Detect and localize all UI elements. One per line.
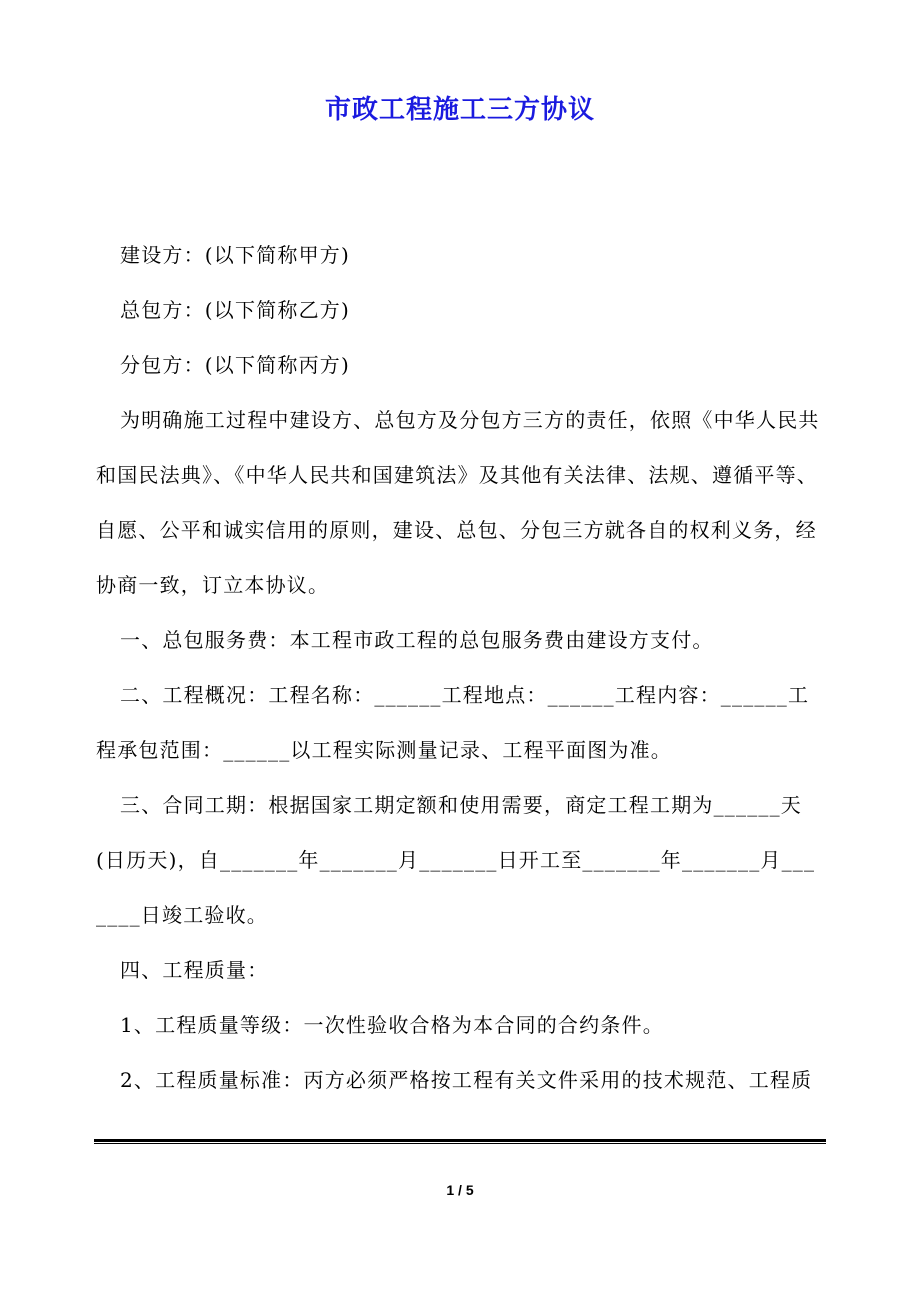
- party-b-line: 总包方：(以下简称乙方): [120, 298, 351, 322]
- party-c-line: 分包方：(以下简称丙方): [120, 353, 351, 377]
- document-title: 市政工程施工三方协议: [324, 95, 595, 125]
- preamble-paragraph: 为明确施工过程中建设方、总包方及分包方三方的责任，依照《中华人民共和国民法典》、《中华人民共和国建筑法》及其他有关法律、法规、遵循平等、自愿、公平和诚实信用的原则，建设、总包、分包三方就各自的权利义务，经协商一致，订立本协议。: [96, 408, 820, 597]
- page-number: 1 / 5: [446, 1182, 474, 1198]
- clause-2-project-overview: 二、工程概况：工程名称：______工程地点：______工程内容：______工程承包范围：______以工程实际测量记录、工程平面图为准。: [96, 683, 810, 762]
- clause-3-contract-period: 三、合同工期：根据国家工期定额和使用需要，商定工程工期为______天(日历天)，自_______年_______月_______日开工至_______年_______月_______日竣工验收。: [96, 793, 816, 927]
- footer-divider: [94, 1139, 826, 1144]
- party-a-line: 建设方：(以下简称甲方): [120, 243, 351, 267]
- clause-4-item-1: 1、工程质量等级：一次性验收合格为本合同的合约条件。: [120, 1013, 664, 1037]
- clause-4-item-2: 2、工程质量标准：丙方必须严格按工程有关文件采用的技术规范、工程质: [120, 1068, 813, 1092]
- clause-4-heading: 四、工程质量：: [120, 958, 269, 982]
- clause-1-service-fee: 一、总包服务费：本工程市政工程的总包服务费由建设方支付。: [120, 628, 714, 652]
- document-body: [96, 228, 826, 1108]
